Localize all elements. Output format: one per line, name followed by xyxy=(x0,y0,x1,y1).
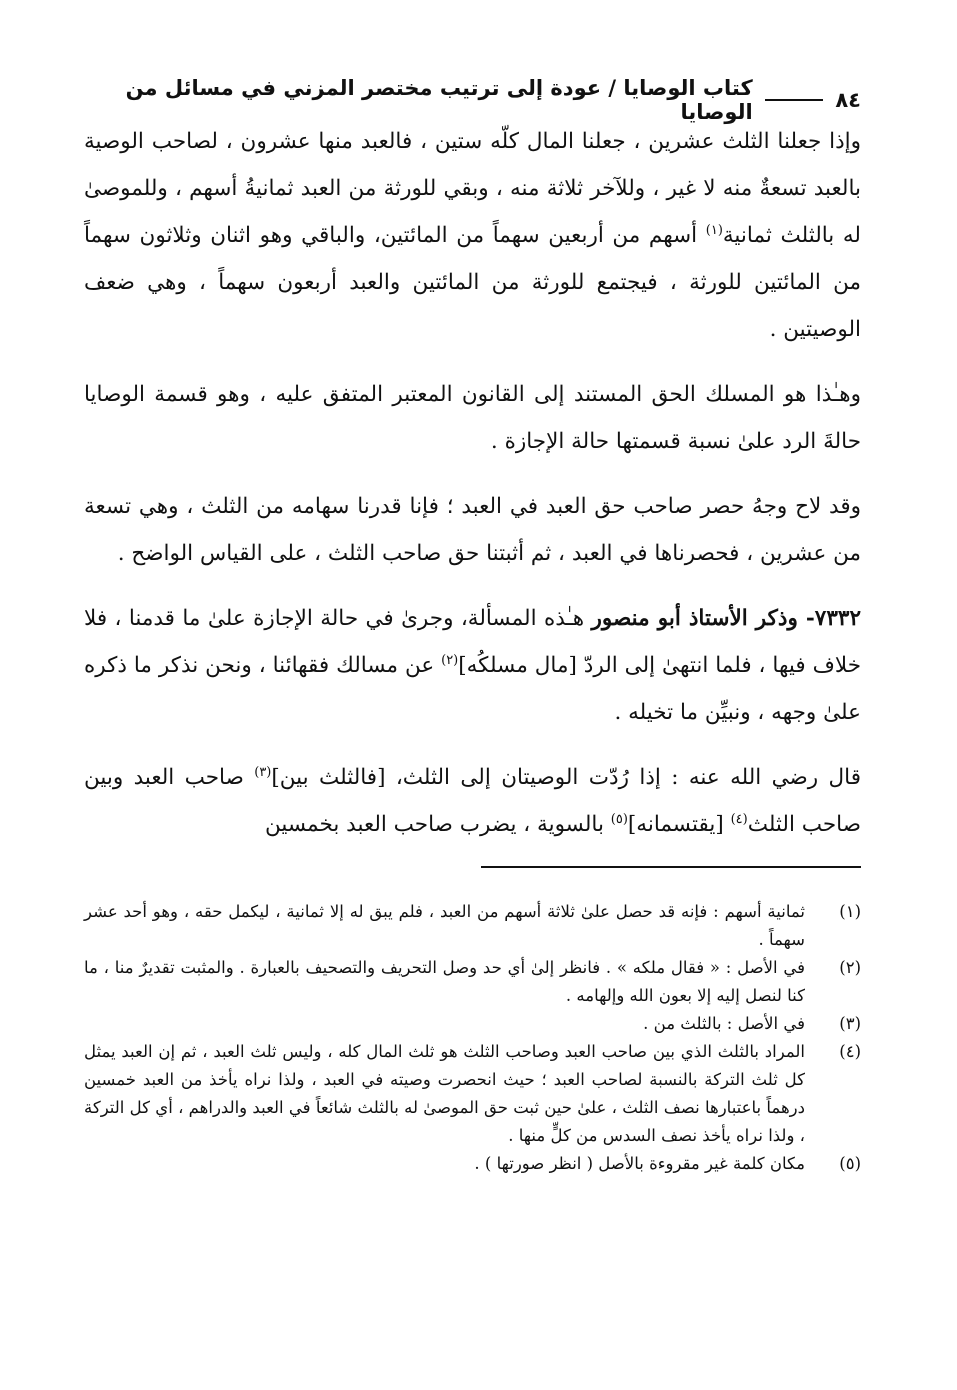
paragraph xyxy=(84,595,861,736)
text-segment: بالسوية ، يضرب صاحب العبد بخمسين xyxy=(265,812,611,837)
footnote xyxy=(84,1150,861,1178)
paragraph xyxy=(84,118,861,353)
footnote-number: (٣) xyxy=(839,1014,861,1033)
header-rule xyxy=(765,99,824,101)
footnote-ref[interactable]: (٢) xyxy=(441,652,459,668)
text-segment: أسهم من أربعين سهماً من المائتين، والباقي وهو اثنان وثلاثون سهماً من المائتين للورثة ، فيجتمع للورثة من المائتين والعبد أربعون سهماً ، وهي ضعف الوصيتين . xyxy=(84,223,861,342)
footnote-number: (٥) xyxy=(839,1154,861,1173)
text-segment: هـٰذه المسألة، وجرىٰ في حالة الإجازة علىٰ ما قدمنا ، فلا خلاف فيها ، فلما انتهىٰ إلى الردّ [مال مسلكُه] xyxy=(84,606,861,678)
footnote-ref[interactable]: (٣) xyxy=(254,764,272,780)
footnote xyxy=(84,954,861,1010)
footnote-text: ثمانية أسهم : فإنه قد حصل علىٰ ثلاثة أسهم من العبد ، فلم يبق له إلا ثمانية ، ليكمل حقه ، وهو أحد عشر سهماً . xyxy=(84,902,805,949)
footnote-divider xyxy=(481,866,861,868)
footnote-text: مكان كلمة غير مقروءة بالأصل ( انظر صورتها ) . xyxy=(474,1154,805,1173)
text-segment: صاحب العبد وبين صاحب الثلث xyxy=(84,765,861,837)
paragraph: وقد لاح وجهُ حصر صاحب حق العبد في العبد ؛ فإنا قدرنا سهامه من الثلث ، وهي تسعة من عشرين ، فحصرناها في العبد ، ثم أثبتنا حق صاحب الثلث ، على القياس الواضح . xyxy=(84,494,861,566)
header-title: كتاب الوصايا / عودة إلى ترتيب مختصر المزني في مسائل من الوصايا xyxy=(125,76,753,124)
paragraph xyxy=(84,754,861,848)
paragraph: وهـٰذا هو المسلك الحق المستند إلى القانون المعتبر المتفق عليه ، وهو قسمة الوصايا حالةَ الرد علىٰ نسبة قسمتها حالة الإجازة . xyxy=(84,382,861,454)
footnote-text: في الأصل : « فقال ملكه » . فانظر إلىٰ أي حد وصل التحريف والتصحيف بالعبارة . والمثبت تقديرٌ منا ، ما كنا لنصل إليه إلا بعون الله وإلهامه . xyxy=(84,958,805,1005)
footnotes xyxy=(84,898,861,1178)
footnote-ref[interactable]: (٥) xyxy=(610,811,628,827)
footnote-text: المراد بالثلث الذي بين صاحب العبد وصاحب الثلث هو ثلث المال كله ، وليس ثلث العبد ، ثم إن العبد يمثل كل ثلث التركة بالنسبة لصاحب العبد ؛ حيث انحصرت وصيته في العبد ، ولذا نراه يأخذ من العبد خمسين درهماً باعتبارها نصف الثلث ، علىٰ حين ثبت حق الموصىٰ له بالثلث شائعاً في العبد والدراهم ، أي كل التركة ، ولذا نراه يأخذ نصف السدس من كلٍّ منها . xyxy=(84,1042,805,1145)
footnote-ref[interactable]: (١) xyxy=(705,222,723,238)
footnote xyxy=(84,898,861,954)
text-segment: وإذا جعلنا الثلث عشرين ، جعلنا المال كلّه ستين ، فالعبد منها عشرون ، لصاحب الوصية بالعبد تسعةٌ منه لا غير ، وللآخر ثلاثة منه ، وبقي للورثة من العبد ثمانيةُ أسهم ، وللموصىٰ له بالثلث ثمانية xyxy=(84,129,861,248)
footnote-number: (٤) xyxy=(839,1042,861,1061)
footnote-ref[interactable]: (٤) xyxy=(730,811,748,827)
text-segment: قال رضي الله عنه : إذا رُدّت الوصيتان إلى الثلث، [فالثلث بين] xyxy=(271,765,862,790)
text-segment: - وذكر xyxy=(747,606,815,631)
text-segment: [يقتسمانه] xyxy=(627,812,731,837)
scholar-name: الأستاذ أبو منصور xyxy=(591,606,748,631)
running-header xyxy=(84,76,861,124)
main-text xyxy=(84,118,861,848)
footnote xyxy=(84,1010,861,1038)
footnote-text: في الأصل : بالثلث من . xyxy=(643,1014,805,1033)
page-number: ٨٤ xyxy=(835,88,861,112)
footnote xyxy=(84,1038,861,1150)
footnote-number: (٢) xyxy=(839,958,861,977)
text-segment: عن مسالك فقهائنا ، ونحن نذكر ما ذكره علىٰ وجهه ، ونبيِّن ما تخيله . xyxy=(84,653,861,725)
issue-number: ٧٣٣٢ xyxy=(814,606,861,631)
footnote-number: (١) xyxy=(839,902,861,921)
